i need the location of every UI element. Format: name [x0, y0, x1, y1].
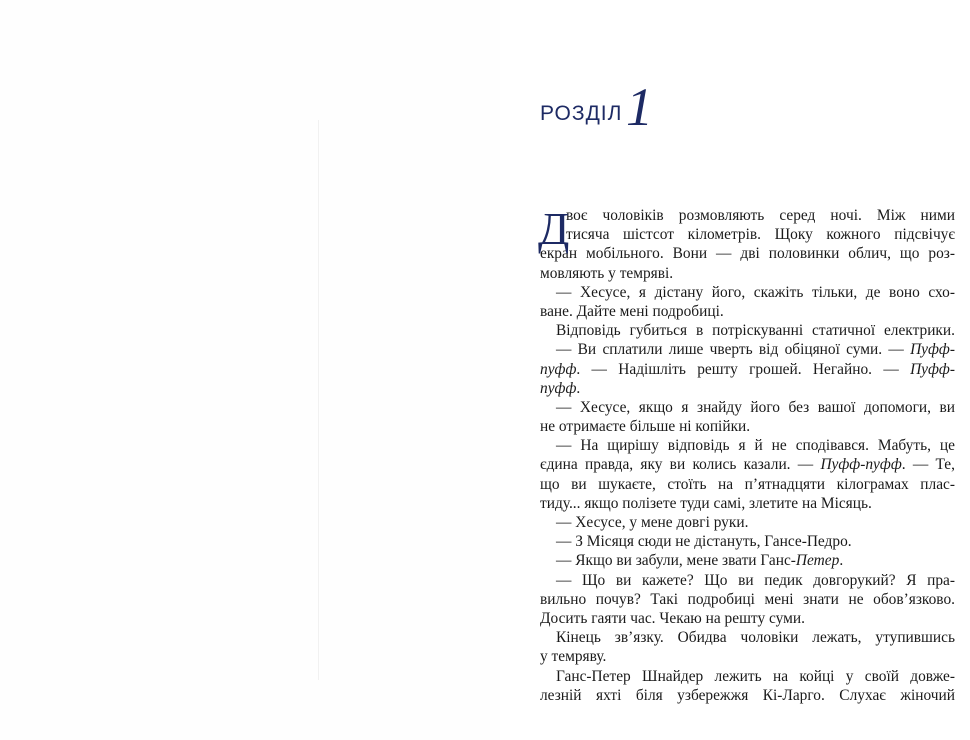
- text-line: вильно почув? Такі подробиці мені знати не обов’язково.: [540, 590, 955, 608]
- right-page: [500, 0, 970, 740]
- text-line: [540, 360, 955, 379]
- text-run: .: [576, 379, 581, 397]
- text-line: воє чоловіків розмовляють серед ночі. Між ними: [566, 207, 955, 224]
- chapter-text: [538, 203, 955, 705]
- chapter-number: 1: [626, 77, 653, 137]
- text-line: — Хесусе, у мене довгі руки.: [556, 514, 749, 531]
- text-line: ване. Дайте мені подробиці.: [540, 302, 724, 320]
- text-line: Відповідь губиться в потріскуванні статичної електрики.: [556, 322, 955, 340]
- italic-run: пуфф: [540, 379, 577, 397]
- text-line: [540, 379, 955, 398]
- drop-cap: Д: [538, 203, 570, 254]
- text-line: екран мобільного. Вони — дві половинки облич, що роз-: [540, 245, 955, 263]
- text-run: єдина правда, яку ви колись казали. —: [540, 456, 821, 474]
- text-line: лезній яхті біля узбережжя Кі-Ларго. Слухає жіночий: [540, 686, 955, 704]
- text-line: тисяча шістсот кілометрів. Щоку кожного підсвічує: [566, 226, 955, 244]
- italic-run: Пуфф-: [910, 360, 955, 378]
- text-line: Кінець зв’язку. Обидва чоловіки лежать, утупившись: [556, 629, 955, 647]
- text-run: . — Те,: [901, 456, 955, 474]
- text-line: [540, 455, 955, 474]
- text-line: — Хесусе, якщо я знайду його без вашої допомоги, ви: [556, 398, 955, 416]
- text-run: . — Надішліть решту грошей. Негайно. —: [576, 360, 911, 378]
- text-line: у темряву.: [540, 648, 607, 666]
- text-run: — Якщо ви забули, мене звати Ганс-: [556, 552, 796, 570]
- text-line: [540, 551, 955, 570]
- italic-run: пуфф: [540, 360, 577, 378]
- text-line: не отримаєте більше ні копійки.: [540, 418, 751, 436]
- text-line: — Що ви кажете? Що ви педик довгорукий? Я пра-: [556, 571, 955, 589]
- text-line: — Хесусе, я дістану його, скажіть тільки, де воно схо-: [556, 283, 955, 301]
- text-line: [540, 340, 955, 359]
- text-line: — На щирішу відповідь я й не сподівався. Мабуть, це: [556, 437, 955, 455]
- text-line: що ви шукаєте, стоїть на п’ятнадцяти кілограмах плас-: [540, 475, 955, 493]
- italic-run: Петер: [795, 552, 840, 570]
- page-gutter: [318, 120, 319, 680]
- chapter-word: РОЗДІЛ: [540, 102, 623, 125]
- text-line: Досить гаяти час. Чекаю на решту суми.: [540, 609, 805, 627]
- text-line: — З Місяця сюди не дістануть, Гансе-Педро.: [556, 533, 852, 551]
- text-run: — Ви сплатили лише чверть від обіцяної суми. —: [556, 341, 911, 359]
- text-line: Ганс-Петер Шнайдер лежить на койці у своїй довже-: [556, 667, 955, 685]
- text-run: .: [839, 552, 844, 570]
- text-line: мовляють у темряві.: [540, 264, 674, 282]
- italic-run: Пуфф-пуфф: [820, 456, 902, 474]
- text-line: тиду... якщо полізете туди самі, злетите на Місяць.: [540, 494, 872, 512]
- italic-run: Пуфф-: [910, 341, 955, 359]
